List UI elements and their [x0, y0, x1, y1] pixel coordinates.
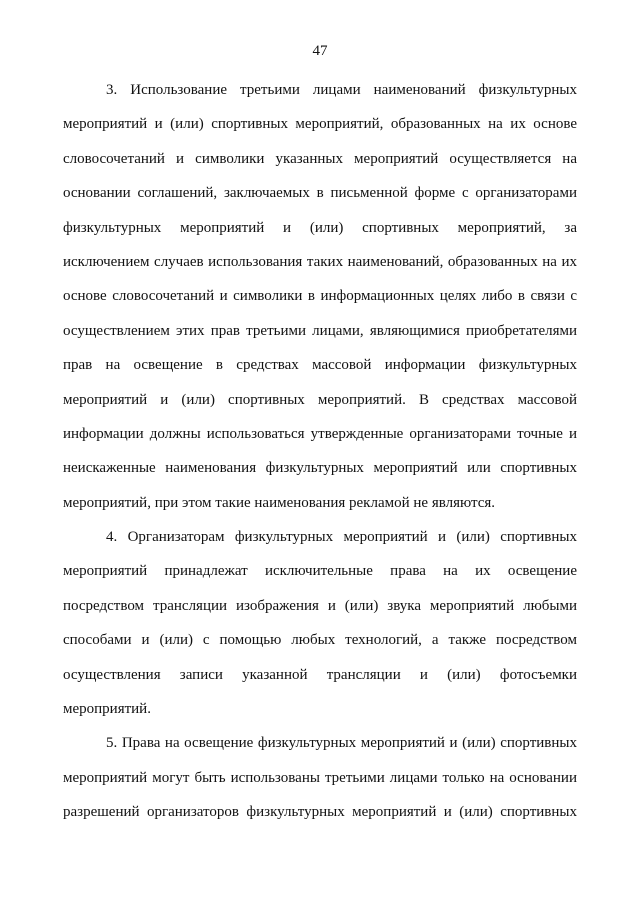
text-line: основании соглашений, заключаемых в письменной форме с организаторами	[63, 185, 577, 202]
text-line: неискаженные наименования физкультурных мероприятий или спортивных	[63, 460, 577, 477]
text-line: мероприятий принадлежат исключительные права на их освещение	[63, 563, 577, 580]
text-line: способами и (или) с помощью любых технологий, а также посредством	[63, 632, 577, 649]
text-line: мероприятий и (или) спортивных мероприятий, образованных на их основе	[63, 116, 577, 133]
text-line: 5. Права на освещение физкультурных мероприятий и (или) спортивных	[106, 735, 577, 752]
text-line: физкультурных мероприятий и (или) спортивных мероприятий, за	[63, 219, 577, 236]
text-line: мероприятий, при этом такие наименования рекламой не являются.	[63, 494, 496, 511]
paragraph-4	[63, 527, 577, 733]
text-line: мероприятий.	[63, 701, 151, 718]
document-body	[63, 80, 577, 837]
text-line: словосочетаний и символики указанных мероприятий осуществляется на	[63, 150, 577, 167]
text-line: мероприятий и (или) спортивных мероприятий. В средствах массовой	[63, 391, 577, 408]
text-line: разрешений организаторов физкультурных мероприятий и (или) спортивных	[63, 804, 577, 821]
text-line: исключением случаев использования таких наименований, образованных на их	[63, 253, 577, 270]
page-number: 47	[312, 43, 328, 59]
text-line: основе словосочетаний и символики в информационных целях либо в связи с	[63, 288, 577, 305]
paragraph-3	[63, 80, 577, 527]
text-line: осуществления записи указанной трансляции и (или) фотосъемки	[63, 666, 577, 683]
text-line: посредством трансляции изображения и (или) звука мероприятий любыми	[63, 597, 577, 614]
text-line: мероприятий могут быть использованы третьими лицами только на основании	[63, 769, 577, 786]
text-line: прав на освещение в средствах массовой информации физкультурных	[63, 357, 577, 374]
text-line: осуществлением этих прав третьими лицами, являющимися приобретателями	[63, 322, 577, 339]
text-line: информации должны использоваться утвержденные организаторами точные и	[63, 425, 577, 442]
text-line: 4. Организаторам физкультурных мероприятий и (или) спортивных	[106, 529, 577, 546]
paragraph-5	[63, 733, 577, 836]
text-line: 3. Использование третьими лицами наименований физкультурных	[106, 82, 577, 98]
